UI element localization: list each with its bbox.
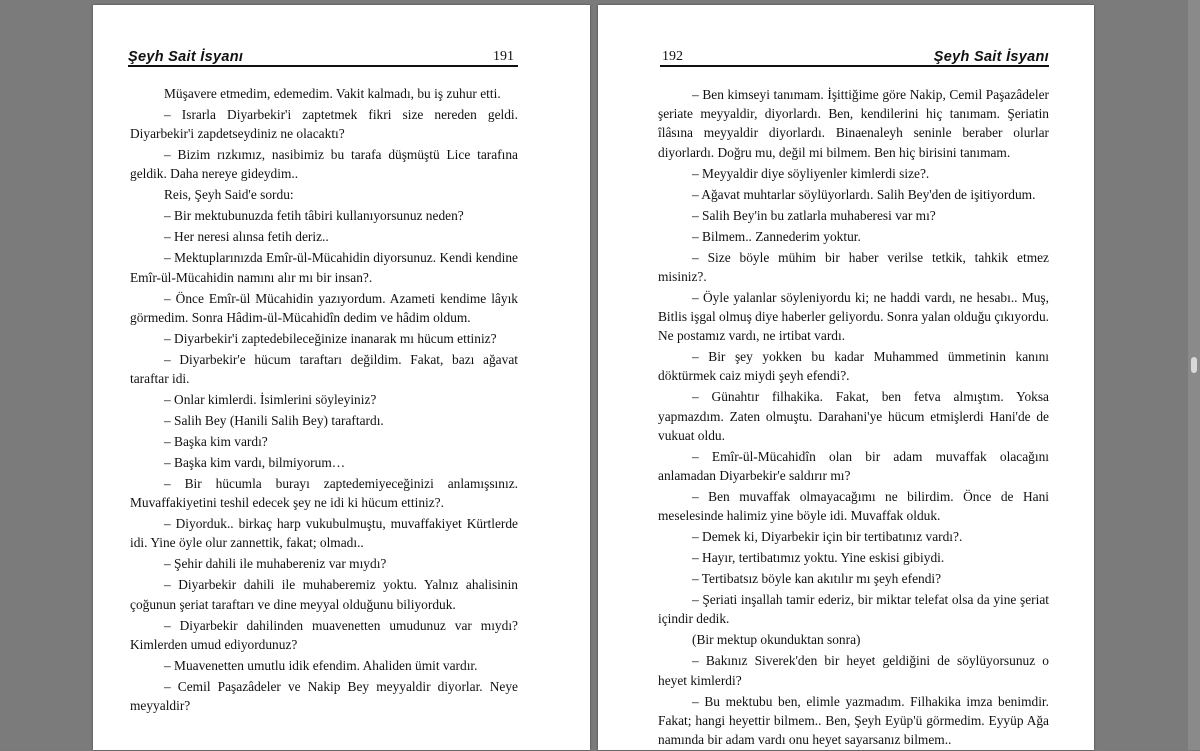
paragraph: – Hayır, tertibatımız yoktu. Yine eskisi gibiydi. [692,550,945,566]
paragraph: – Her neresi alınsa fetih deriz.. [164,229,329,245]
scrollbar-track[interactable] [1188,0,1200,750]
page-body [130,84,518,717]
paragraph: – Öyle yalanlar söyleniyordu ki; ne haddi vardı, ne hesabı.. Muş, Bitlis işgal olmuş diye haberler geliyordu. Sonra yalan olduğu çıkıyordu. Ne postamız vardı, ne irtibat vardı. [658,289,1049,344]
paragraph: Reis, Şeyh Said'e sordu: [164,187,294,203]
paragraph: – Günahtır filhakika. Fakat, ben fetva almıştım. Yoksa yapmazdım. Zaten olmuştu. Darahani'ye hücum etmişlerdi Hani'de de vukuat oldu. [658,389,1049,443]
paragraph: – Diyarbekir dahili ile muhaberemiz yoktu. Yalnız ahalisinin çoğunun şeriat taraftarı ve dine meyyal olduğunu biliyorduk. [130,577,518,612]
paragraph: – Bilmem.. Zannederim yoktur. [692,228,861,244]
page-header [128,49,518,67]
paragraph: – Başka kim vardı, bilmiyorum… [164,455,346,471]
paragraph: – Ağavat muhtarlar söylüyorlardı. Salih Bey'den de işitiyordum. [692,186,1036,202]
paragraph: – Diyarbekir'i zaptedebileceğinize inanarak mı hücum ettiniz? [164,330,497,346]
paragraph: – Bir mektubunuzda fetih tâbiri kullanıyorsunuz neden? [164,208,464,224]
paragraph: – Diyorduk.. birkaç harp vukubulmuştu, muvaffakiyet Kürtlerde idi. Yine öyle olur zannettik, fakat; olmadı.. [130,516,518,551]
page-number: 191 [493,49,514,64]
paragraph: – Bir şey yokken bu kadar Muhammed ümmetinin kanını döktürmek caiz miydi şeyh efendi?. [658,349,1049,384]
paragraph: – Emîr-ül-Mücahidîn olan bir adam muvaffak olacağını anlamadan Diyarbekir'e saldırır mı? [658,448,1049,484]
paragraph: – Bu mektubu ben, elimle yazmadım. Filhakika imza benimdir. Fakat; hangi heyettir bilmem.. Ben, Şeyh Eyüp'ü görmedim. Eyyüp Ağa namında bir adam vardı onu heyet sayarsanız bilmem.. [658,693,1049,748]
page-number: 192 [662,49,683,64]
page-body [658,85,1049,751]
book-page-right [598,5,1094,750]
paragraph: – Bakınız Siverek'den bir heyet geldiğini de söylüyorsunuz o heyet kimlerdi? [658,653,1049,688]
paragraph: – Cemil Paşazâdeler ve Nakip Bey meyyaldir diyorlar. Neye meyyaldir? [130,678,518,714]
book-page-left [93,5,590,750]
running-title: Şeyh Sait İsyanı [933,49,1049,65]
paragraph: – Şehir dahili ile muhabereniz var mıydı? [164,556,387,572]
paragraph: – Onlar kimlerdi. İsimlerini söyleyiniz? [164,392,377,408]
paragraph: (Bir mektup okunduktan sonra) [692,632,861,648]
paragraph: – Demek ki, Diyarbekir için bir tertibatınız vardı?. [692,529,963,545]
paragraph: – Israrla Diyarbekir'i zaptetmek fikri size nereden geldi. Diyarbekir'i zapdetseydiniz ne olacaktı? [130,107,518,142]
paragraph: – Diyarbekir'e hücum taraftarı değildim. Fakat, bazı ağavat taraftar idi. [130,351,518,387]
paragraph: – Ben muvaffak olmayacağımı ne bilirdim. Önce de Hani meselesinde halimiz yine böyle idi. Muvaffak olduk. [658,489,1049,524]
paragraph: – Meyyaldir diye söyliyenler kimlerdi size?. [692,165,930,181]
paragraph: Müşavere etmedim, edemedim. Vakit kalmadı, bu iş zuhur etti. [164,86,501,101]
paragraph: – Muavenetten umutlu idik efendim. Ahaliden ümit vardır. [164,657,478,673]
paragraph: – Bir hücumla burayı zaptedemiyeceğinizi anlamışsınız. Muvaffakiyetini teshil edecek şey ne idi ki hücum ettiniz?. [130,476,518,511]
paragraph: – Başka kim vardı? [164,434,268,450]
paragraph: – Size böyle mühim bir haber verilse tetkik, tahkik etmez misiniz?. [658,249,1049,284]
page-header [660,49,1049,67]
paragraph: – Salih Bey (Hanili Salih Bey) taraftardı. [164,413,384,429]
running-title: Şeyh Sait İsyanı [128,49,244,65]
paragraph: – Bizim rızkımız, nasibimiz bu tarafa düşmüştü Lice tarafına geldik. Daha nereye gideydim.. [130,147,518,182]
paragraph: – Ben kimseyi tanımam. İşittiğime göre Nakip, Cemil Paşazâdeler şeriate meyyaldir, diyorlardı. Ben, kendilerini hiç tanımam. Şeriatin îlâsına meyyaldir diyorlardı. Binaenaleyh seninle beraber olurlar diyorlardı. Doğru mu, değil mi bilmem. Ben hiç birisini tanımam. [658,87,1049,160]
paragraph: – Diyarbekir dahilinden muavenetten umudunuz var mıydı? Kimlerden umud ediyordunuz? [130,617,518,652]
paragraph: – Salih Bey'in bu zatlarla muhaberesi var mı? [692,207,936,223]
paragraph: – Şeriati inşallah tamir ederiz, bir miktar telefat olsa da yine şeriat içindir dedik. [658,592,1049,627]
paragraph: – Tertibatsız böyle kan akıtılır mı şeyh efendi? [692,571,942,587]
scrollbar-thumb[interactable] [1191,357,1197,373]
paragraph: – Mektuplarınızda Emîr-ül-Mücahidin diyorsunuz. Kendi kendine Emîr-ül-Mücahidin namını alır mı bir insan?. [130,250,518,285]
paragraph: – Önce Emîr-ül Mücahidin yazıyordum. Azameti kendime lâyık görmedim. Sonra Hâdim-ül-Mücahidîn dedim ve hâdim oldum. [130,290,518,325]
